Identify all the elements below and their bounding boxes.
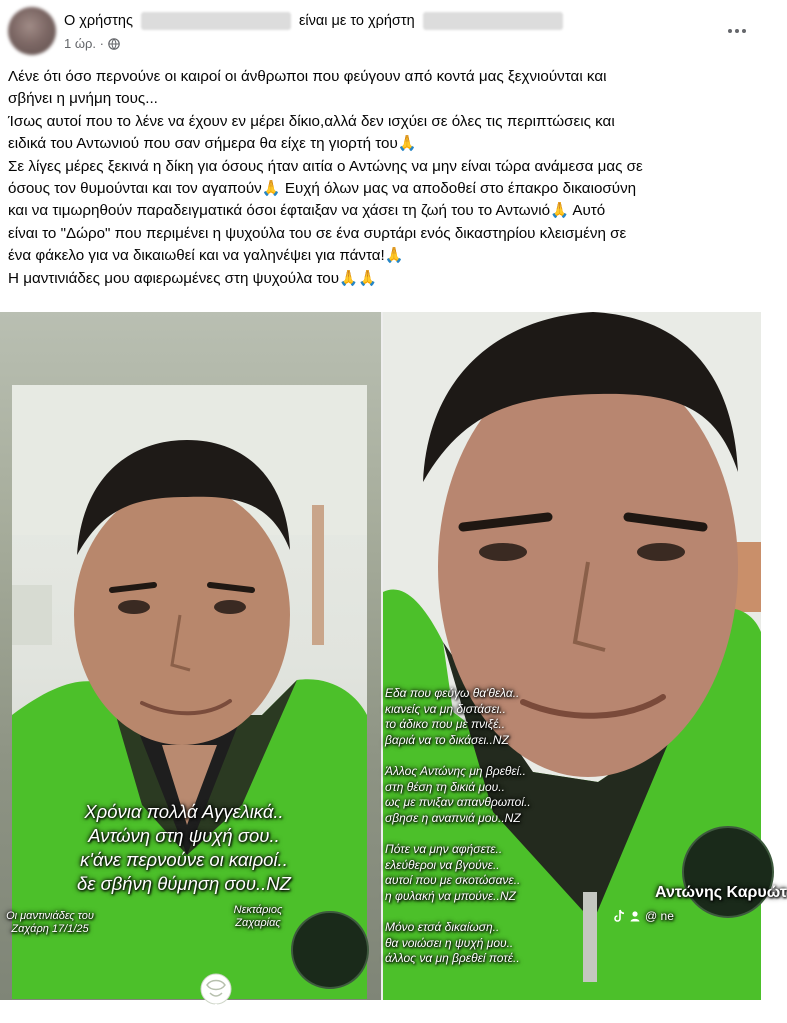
redacted-author-name[interactable] [141, 12, 291, 30]
verse-line: η φυλακή να μπούνε..NZ [385, 888, 516, 903]
verse-line: ελεύθεροι να βγούνε.. [385, 857, 500, 872]
verse-line: κ'άνε περνούνε οι καιροί.. [80, 849, 288, 870]
user-icon [629, 910, 641, 922]
post-line: Ίσως αυτοί που το λένε να έχουν εν μέρει δίκιο,αλλά δεν ισχύει σε όλες τις περιπτώσεις και [8, 112, 615, 130]
post-line [8, 268, 753, 290]
post-line-text: ειδικά του Αντωνιού που σαν σήμερα θα είχε τη γιορτή του [8, 135, 398, 153]
verse-line: στη θέση τη δικιά μου.. [385, 779, 505, 794]
signature-line: Ζαχάρη 17/1/25 [11, 923, 89, 935]
pray-emoji-icon: 🙏 [550, 202, 569, 220]
post-line: Λένε ότι όσο περνούνε οι καιροί οι άνθρωποι που φεύγουν από κοντά μας ξεχνιούνται και [8, 68, 607, 85]
name-tag: Αντώνης Καρυώτ [655, 884, 787, 901]
signature-line: Ζαχαρίας [235, 917, 281, 929]
signature-line: Οι μαντινιάδες του [6, 910, 94, 922]
verse-spacer [385, 748, 531, 764]
verse-line: το άδικο που με πνιξέ.. [385, 717, 506, 732]
left-photo[interactable] [12, 385, 367, 999]
pray-emoji-icon: 🙏 [339, 269, 358, 287]
verse-line: Αντώνη στη ψυχή σου.. [88, 825, 280, 846]
post-line: σβήνει η μνήμη τους... [8, 90, 158, 108]
tiktok-handle: @ ne [645, 909, 674, 923]
author-prefix: Ο χρήστης [64, 12, 133, 29]
left-signature [0, 910, 100, 936]
post-line: Σε λίγες μέρες ξεκινά η δίκη για όσους ήταν αιτία ο Αντώνης να μην είναι τώρα ανάμεσα μας σε [8, 157, 643, 175]
verse-line: Άλλος Αντώνης μη βρεθεί.. [385, 763, 527, 778]
left-verse [14, 800, 354, 896]
verse-spacer [385, 826, 531, 842]
post-line [8, 178, 753, 200]
verse-line: Πότε να μην αφήσετε.. [385, 841, 503, 856]
verse-line: ως με πνιξαν απανθρωποί.. [385, 795, 531, 810]
post-line-text: ένα φάκελο για να δικαιωθεί και να γαληνέψει για πάντα! [8, 247, 385, 265]
pray-emoji-icon: 🙏 [357, 269, 377, 287]
post-line-text: Ευχή όλων μας να αποδοθεί στο έπακρο δικαιοσύνη [280, 180, 637, 198]
verse-line: αυτοί που με σκοτώσανε.. [385, 873, 521, 888]
post-time[interactable]: 1 ώρ. · [64, 36, 104, 51]
post-line-text: Αυτό [568, 202, 606, 220]
pray-emoji-icon: 🙏 [384, 247, 404, 265]
post-header [0, 0, 761, 62]
avatar[interactable] [8, 7, 56, 55]
right-photo[interactable] [383, 312, 787, 1000]
verse-line: δε σβήνη θύμηση σου..NZ [77, 873, 291, 894]
more-options-icon[interactable] [722, 18, 752, 44]
post-line-text: και να τιμωρηθούν παραδειγματικά όσοι έφταιξαν να χάσει τη ζωή του το Αντωνιό [8, 202, 551, 220]
verse-line: Χρόνια πολλά Αγγελικά.. [84, 801, 284, 822]
pray-emoji-icon: 🙏 [397, 135, 417, 153]
post-line [8, 133, 753, 155]
with-text: είναι με το χρήστη [298, 12, 415, 29]
post-text [8, 66, 753, 290]
left-signature-author [218, 904, 298, 930]
post-line-text: Η μαντινιάδες μου αφιερωμένες στη ψυχούλα του [8, 269, 340, 287]
tiktok-watermark [613, 909, 674, 923]
rose-icon [187, 965, 245, 1023]
post-line [8, 245, 753, 267]
verse-spacer [385, 904, 531, 920]
pray-emoji-icon: 🙏 [261, 180, 281, 198]
verse-line: άλλος να μη βρεθεί ποτέ.. [385, 951, 520, 966]
globe-icon [108, 38, 120, 50]
verse-line: κιανείς να μη διστάσει.. [385, 701, 506, 716]
post-meta [64, 36, 120, 51]
post-line [8, 200, 753, 222]
author-line [64, 12, 563, 30]
verse-line: σβησε η αναπνιά μου..NZ [385, 810, 521, 825]
right-verse [385, 686, 531, 967]
post-photos [0, 312, 787, 1000]
redacted-tagged-name[interactable] [423, 12, 563, 30]
verse-line: Εδα που φεύγω θα'θελα.. [385, 686, 520, 700]
verse-line: θα νοιώσει η ψυχή μου.. [385, 935, 514, 950]
post-line: είναι το "Δώρο" που περιμένει η ψυχούλα του σε ένα συρτάρι ενός δικαστηρίου κλεισμένη σε [8, 224, 627, 242]
verse-line: βαριά να το δικάσει..NZ [385, 732, 509, 747]
post-line-text: όσους τον θυμούνται και τον αγαπούν [8, 180, 262, 198]
left-portrait-illustration [12, 385, 367, 999]
signature-line: Νεκτάριος [233, 904, 283, 916]
verse-line: Μόνο ετσά δικαίωση.. [385, 919, 500, 934]
tiktok-icon [613, 909, 625, 923]
